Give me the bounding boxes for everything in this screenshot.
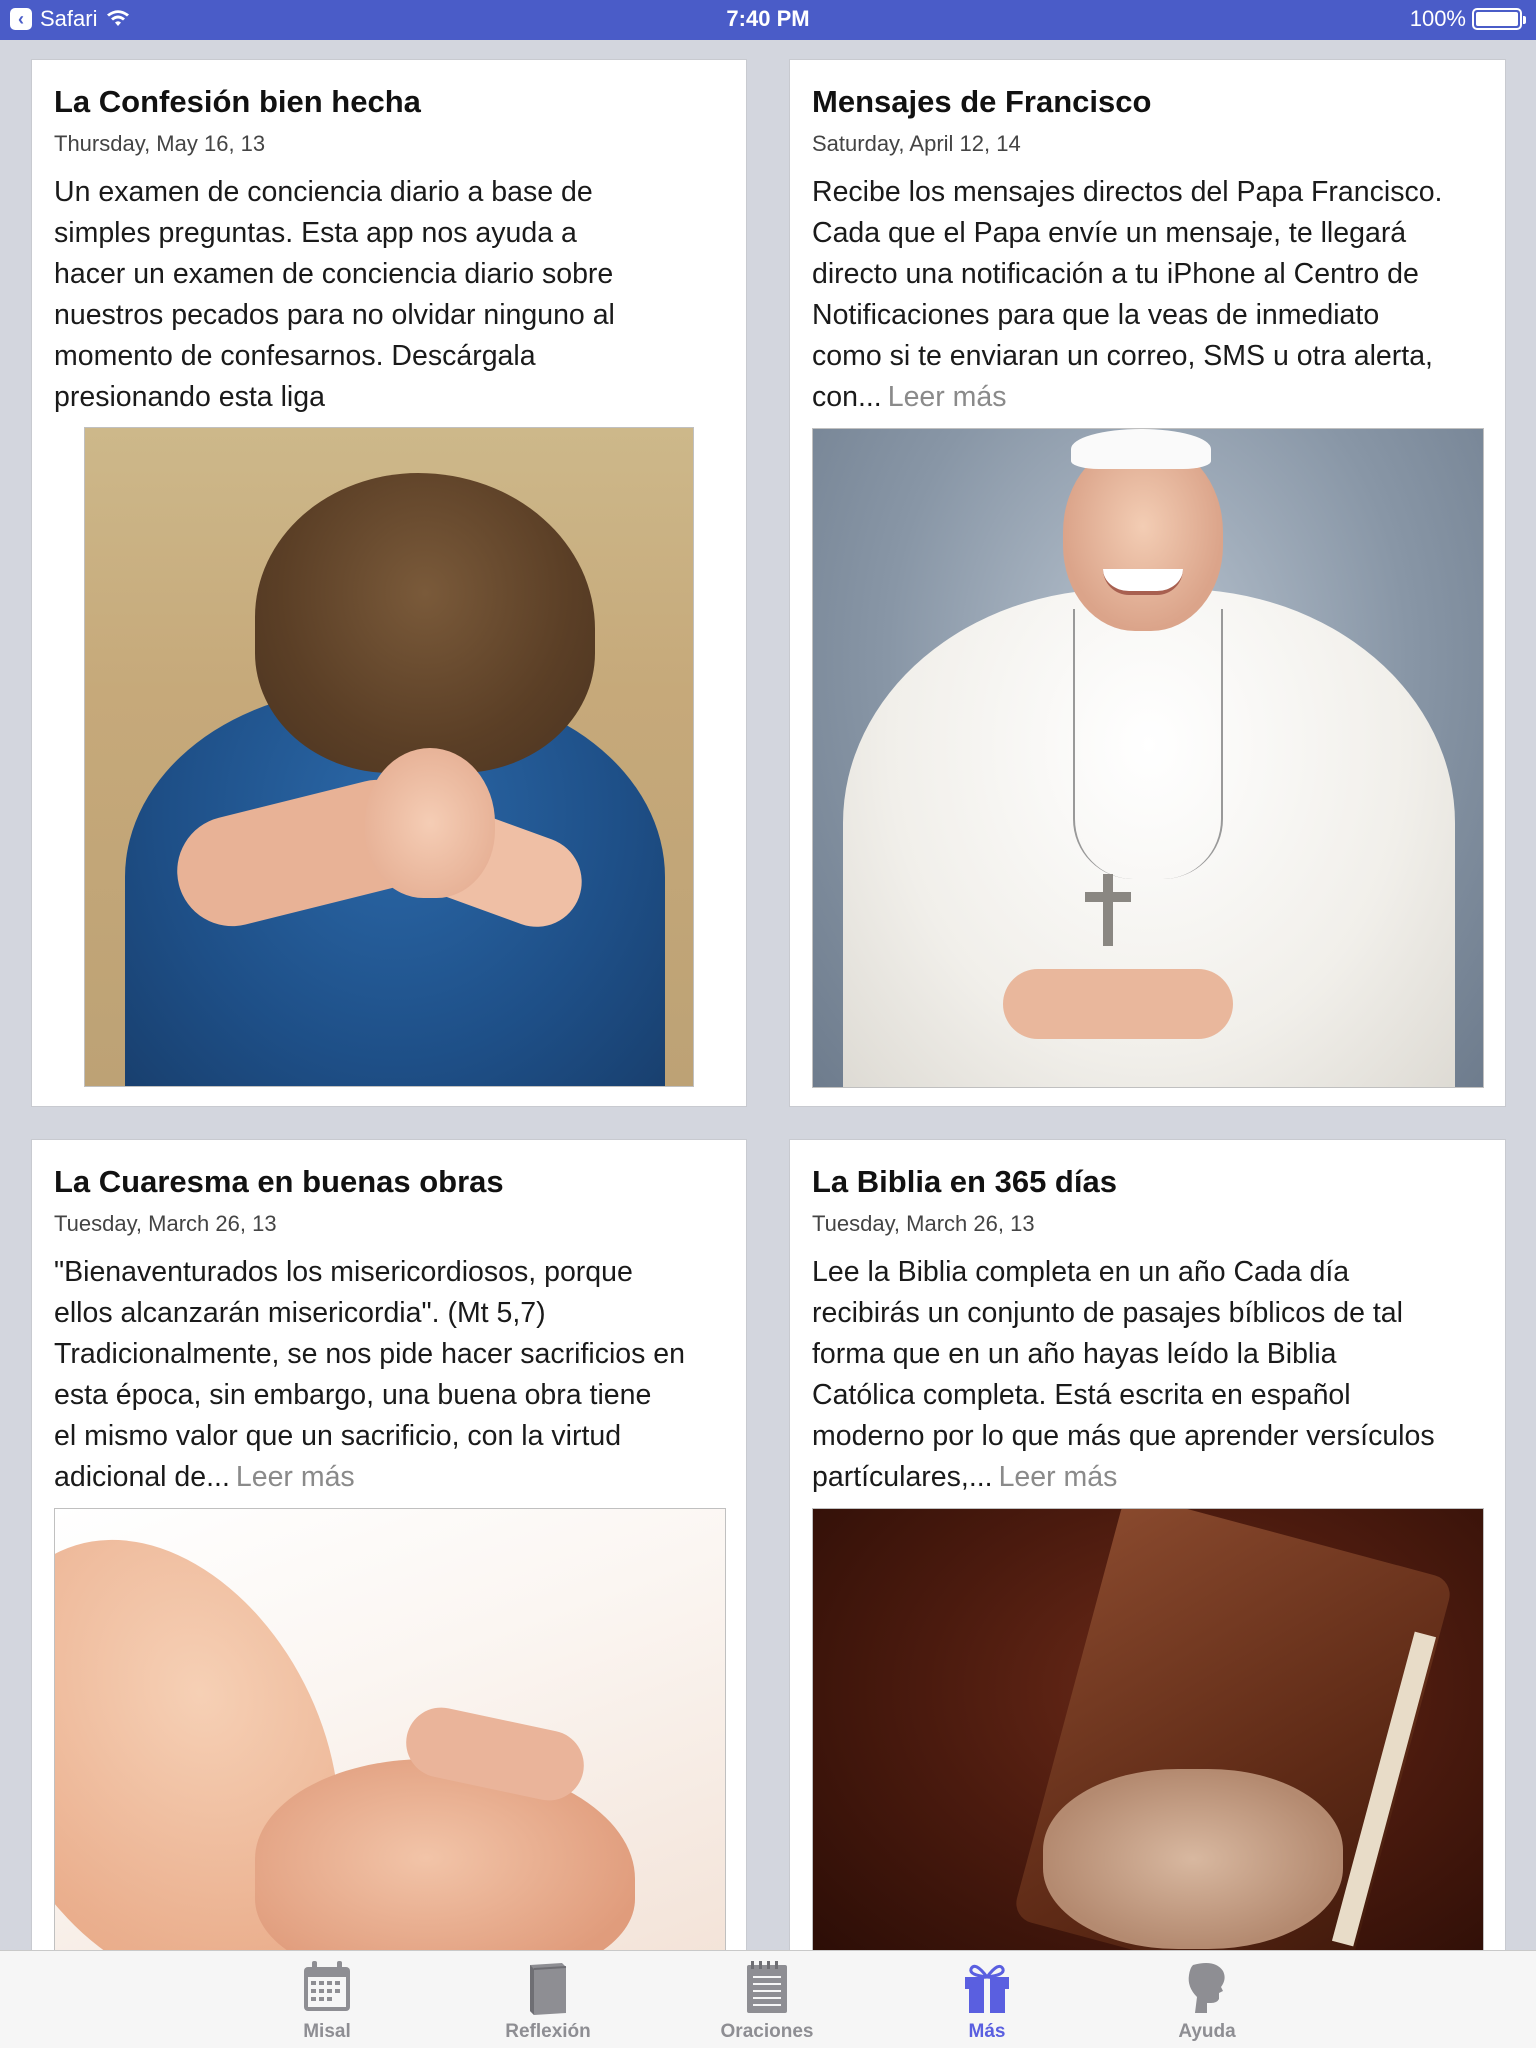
- article-card-confesion[interactable]: [31, 59, 747, 1107]
- card-title[interactable]: La Cuaresma en buenas obras: [54, 1164, 504, 1199]
- clock: 7:40 PM: [726, 6, 810, 31]
- card-summary: Un examen de conciencia diario a base de simples preguntas. Esta app nos ayuda a hacer un examen de conciencia diario sobre nuestros pecados para no olvidar ninguno al momento de confesarnos. Descárgala presionando esta liga: [54, 176, 615, 413]
- read-more-link[interactable]: Leer más: [887, 381, 1007, 413]
- tab-oraciones[interactable]: Oraciones: [697, 1957, 837, 2043]
- article-card-biblia[interactable]: [789, 1139, 1506, 1959]
- notepad-icon: [737, 1957, 797, 2017]
- profile-head-icon: [1177, 1957, 1237, 2017]
- battery-status: [1410, 6, 1522, 32]
- card-title[interactable]: La Biblia en 365 días: [812, 1164, 1117, 1199]
- tab-ayuda[interactable]: Ayuda: [1137, 1957, 1277, 2043]
- open-hand-image[interactable]: [54, 1508, 726, 1960]
- battery-icon: [1472, 8, 1522, 30]
- card-summary: "Bienaventurados los misericordiosos, porque ellos alcanzarán misericordia". (Mt 5,7) Tradicionalmente, se nos pide hacer sacrificios en esta época, sin embargo, una buena obra tiene el mismo valor que un sacrificio, con la virtud adicional de... Leer más: [54, 1256, 686, 1493]
- article-card-francisco[interactable]: [789, 59, 1506, 1107]
- card-date: Tuesday, March 26, 13: [54, 1211, 277, 1236]
- child-praying-image[interactable]: [84, 427, 694, 1087]
- battery-percent: 100%: [1409, 6, 1466, 31]
- back-arrow-icon[interactable]: ‹: [10, 8, 32, 30]
- card-date: Thursday, May 16, 13: [54, 131, 266, 156]
- article-card-cuaresma[interactable]: [31, 1139, 747, 1959]
- card-summary: Lee la Biblia completa en un año Cada día recibirás un conjunto de pasajes bíblicos de tal forma que en un año hayas leído la Biblia Católica completa. Está escrita en español moderno por lo que más que aprender versículos partículares,... Leer más: [812, 1256, 1435, 1493]
- read-more-link[interactable]: Leer más: [235, 1461, 355, 1493]
- back-app-label[interactable]: Safari: [40, 6, 98, 31]
- card-summary: Recibe los mensajes directos del Papa Francisco. Cada que el Papa envíe un mensaje, te llegará directo una notificación a tu iPhone al Centro de Notificaciones para que la veas de inmediato como si te enviaran un correo, SMS u otra alerta, con... Leer más: [812, 176, 1443, 413]
- status-bar: [0, 0, 1536, 40]
- card-title[interactable]: La Confesión bien hecha: [54, 84, 421, 119]
- calendar-icon: [297, 1957, 357, 2017]
- pope-francis-image[interactable]: [812, 428, 1484, 1088]
- card-date: Saturday, April 12, 14: [812, 131, 1021, 156]
- read-more-link[interactable]: Leer más: [998, 1461, 1118, 1493]
- tab-reflexion[interactable]: Reflexión: [478, 1957, 618, 2043]
- tab-misal[interactable]: Misal: [257, 1957, 397, 2043]
- tab-mas[interactable]: Más: [917, 1957, 1057, 2043]
- bible-in-hand-image[interactable]: [812, 1508, 1484, 1960]
- tab-bar: [0, 1950, 1536, 2048]
- book-icon: [518, 1957, 578, 2017]
- card-date: Tuesday, March 26, 13: [812, 1211, 1035, 1236]
- gift-icon: [957, 1957, 1017, 2017]
- card-title[interactable]: Mensajes de Francisco: [812, 84, 1152, 119]
